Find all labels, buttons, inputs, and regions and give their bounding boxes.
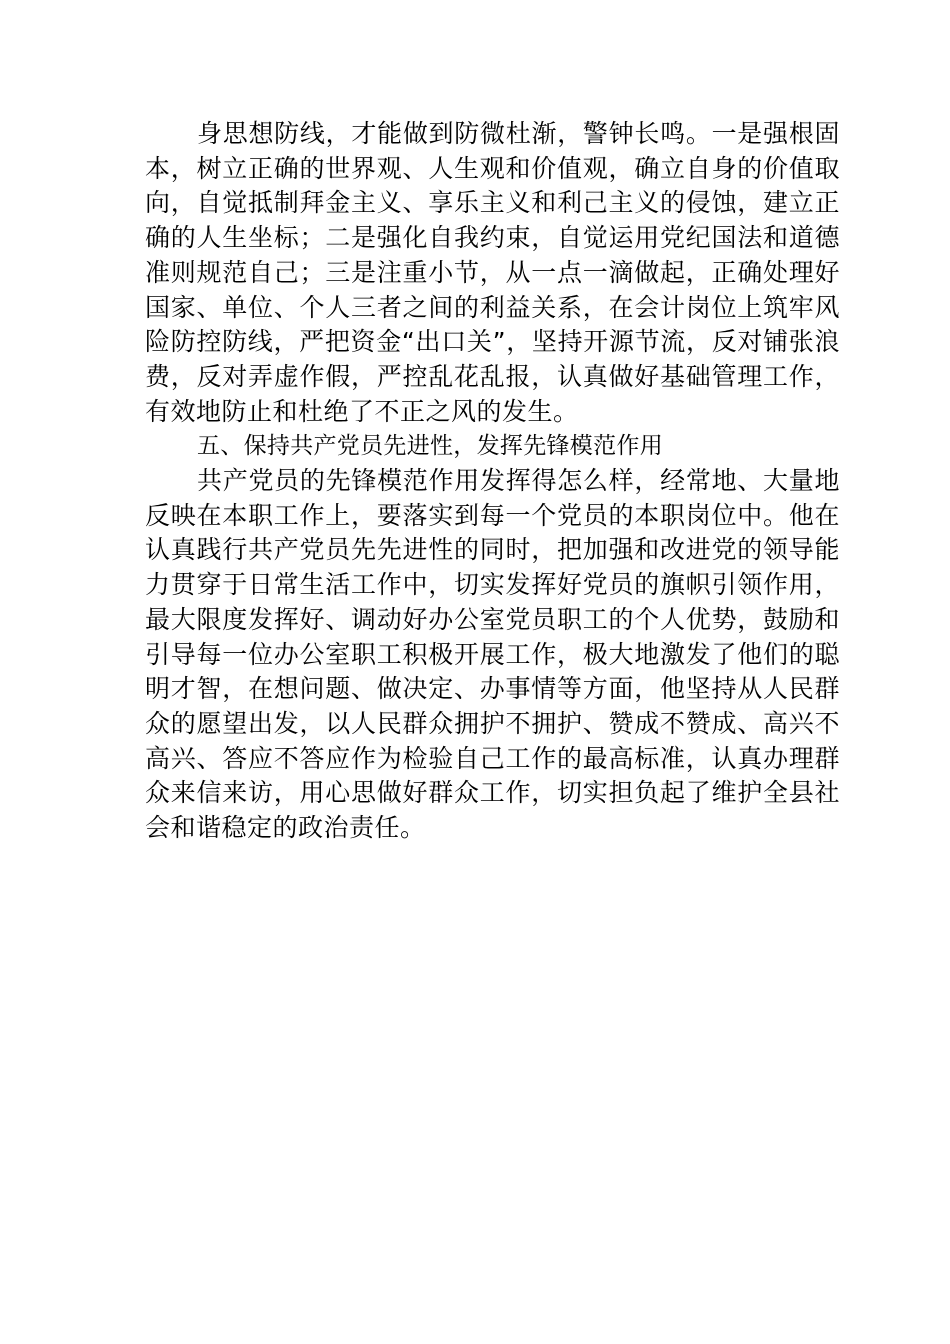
paragraph-1: 身思想防线，才能做到防微杜渐，警钟长鸣。一是强根固本，树立正确的世界观、人生观和价值观，确立自身的价值取向，自觉抵制拜金主义、享乐主义和利己主义的侵蚀，建立正确的人生坐标；二是强化自我约束，自觉运用党纪国法和道德准则规范自己；三是注重小节，从一点一滴做起，正确处理好国家、单位、个人三者之间的利益关系，在会计岗位上筑牢风险防控防线，严把资金“出口关”，坚持开源节流，反对铺张浪费，反对弄虚作假，严控乱花乱报，认真做好基础管理工作，有效地防止和杜绝了不正之风的发生。 (145, 119, 840, 426)
section-heading: 五、保持共产党员先进性，发挥先锋模范作用 (197, 433, 663, 460)
document-body (145, 117, 840, 846)
paragraph-2: 共产党员的先锋模范作用发挥得怎么样，经常地、大量地反映在本职工作上，要落实到每一个党员的本职岗位中。他在认真践行共产党员先先进性的同时，把加强和改进党的领导能力贯穿于日常生活工作中，切实发挥好党员的旗帜引领作用，最大限度发挥好、调动好办公室党员职工的个人优势，鼓励和引导每一位办公室职工积极开展工作，极大地激发了他们的聪明才智，在想问题、做决定、办事情等方面，他坚持从人民群众的愿望出发，以人民群众拥护不拥护、赞成不赞成、高兴不高兴、答应不答应作为检验自己工作的最高标准，认真办理群众来信来访，用心思做好群众工作，切实担负起了维护全县社会和谐稳定的政治责任。 (145, 466, 840, 843)
